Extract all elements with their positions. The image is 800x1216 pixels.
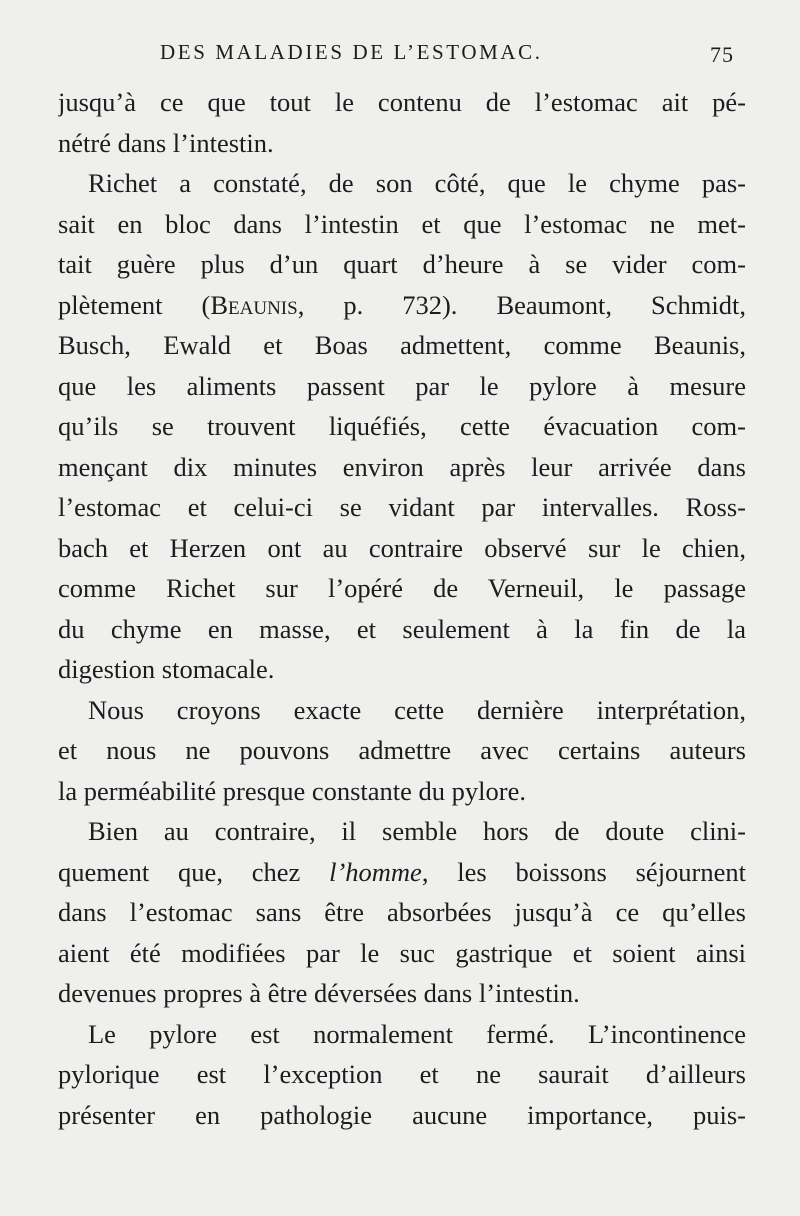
text-line: Richet a constaté, de son côté, que le chyme pas- xyxy=(88,168,746,198)
text-line-with-italic xyxy=(58,852,746,893)
text-line: tait guère plus d’un quart d’heure à se vider com- xyxy=(58,249,746,279)
text-line: devenues propres à être déversées dans l’intestin. xyxy=(58,978,580,1008)
text-line: du chyme en masse, et seulement à la fin de la xyxy=(58,613,746,644)
text-line: qu’ils se trouvent liquéfiés, cette évacuation com- xyxy=(58,411,746,441)
text-line: comme Richet sur l’opéré de Verneuil, le passage xyxy=(58,573,746,603)
text-line: sait en bloc dans l’intestin et que l’estomac ne met- xyxy=(58,208,746,239)
text-line: nétré dans l’intestin. xyxy=(58,127,274,158)
text-line: Busch, Ewald et Boas admettent, comme Beaunis, xyxy=(58,330,746,360)
text-run: plètement ( xyxy=(58,289,211,320)
text-line: digestion stomacale. xyxy=(58,654,275,684)
text-line: et nous ne pouvons admettre avec certains auteurs xyxy=(58,735,746,765)
text-line: présenter en pathologie aucune importance, puis- xyxy=(58,1099,746,1130)
text-line: mençant dix minutes environ après leur arrivée dans xyxy=(58,451,746,482)
text-line: jusqu’à ce que tout le contenu de l’estomac ait pé- xyxy=(58,87,746,117)
text-line: bach et Herzen ont au contraire observé sur le chien, xyxy=(58,532,746,563)
text-line: la perméabilité presque constante du pylore. xyxy=(58,775,526,806)
text-line: pylorique est l’exception et ne saurait d’ailleurs xyxy=(58,1059,746,1089)
page-number: 75 xyxy=(710,42,734,67)
italic-term: l’homme xyxy=(329,856,422,887)
text-line: Le pylore est normalement fermé. L’incontinence xyxy=(88,1018,746,1049)
text-line: l’estomac et celui-ci se vidant par intervalles. Ross- xyxy=(58,492,746,522)
text-line: aient été modifiées par le suc gastrique et soient ainsi xyxy=(58,937,746,968)
text-run: , les boissons séjournent xyxy=(421,856,746,887)
text-line-with-citation xyxy=(58,285,746,326)
text-line: Bien au contraire, il semble hors de doute clini- xyxy=(88,816,746,846)
text-line: Nous croyons exacte cette dernière interprétation, xyxy=(88,694,746,725)
text-line: que les aliments passent par le pylore à mesure xyxy=(58,370,746,401)
text-line: dans l’estomac sans être absorbées jusqu’à ce qu’elles xyxy=(58,897,746,927)
text-run: , p. 732). Beaumont, Schmidt, xyxy=(297,289,746,320)
body-text xyxy=(58,82,746,1135)
running-title: DES MALADIES DE L’ESTOMAC. xyxy=(160,40,543,64)
text-run: quement que, chez xyxy=(58,856,330,887)
author-citation: Beaunis xyxy=(210,289,298,320)
